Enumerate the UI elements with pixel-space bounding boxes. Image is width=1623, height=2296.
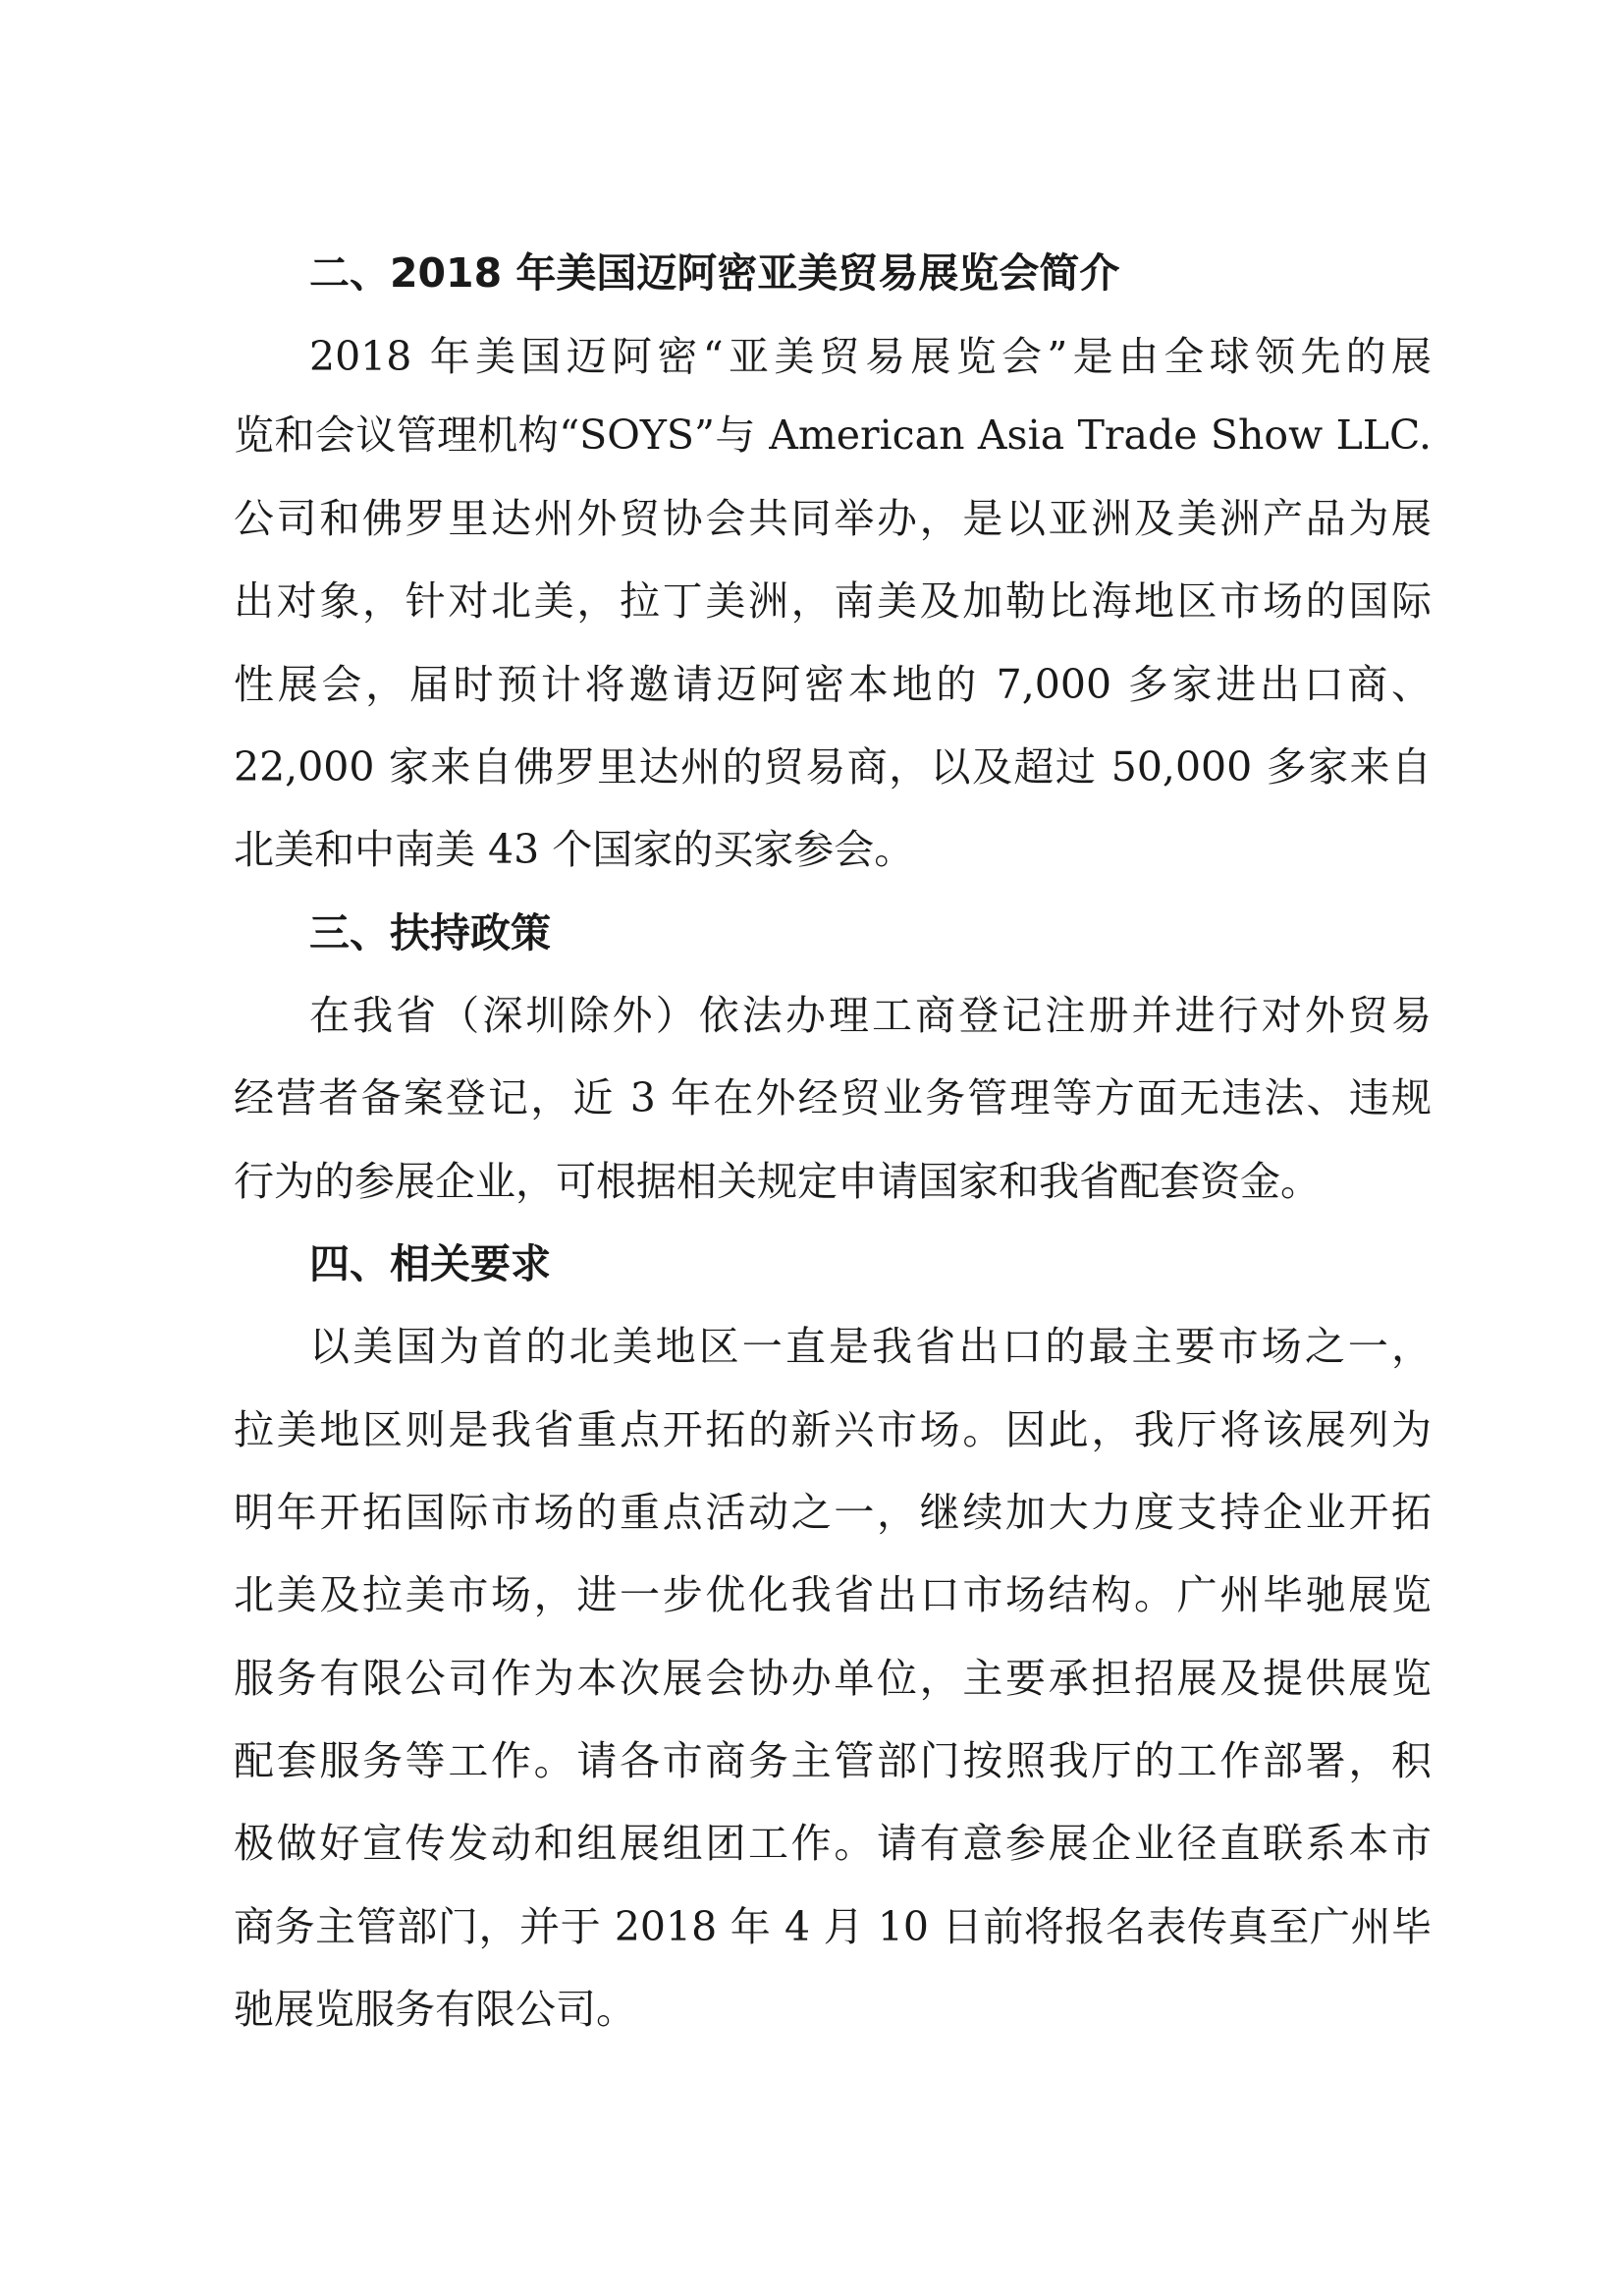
section-4-paragraph-line: 驰展览服务有限公司。 <box>234 1986 636 2033</box>
section-4-paragraph-line: 商务主管部门，并于 2018 年 4 月 10 日前将报名表传真至广州毕 <box>234 1903 1432 1950</box>
section-3-heading: 三、扶持政策 <box>309 909 551 957</box>
section-2-paragraph-line: 览和会议管理机构“SOYS”与 American Asia Trade Show LLC. <box>234 411 1432 459</box>
section-4-paragraph-line: 极做好宣传发动和组展组团工作。请有意参展企业径直联系本市 <box>234 1820 1432 1867</box>
section-2-heading: 二、2018 年美国迈阿密亚美贸易展览会简介 <box>309 249 1120 297</box>
section-2-paragraph-line: 出对象，针对北美，拉丁美洲，南美及加勒比海地区市场的国际 <box>234 577 1432 625</box>
section-4-paragraph-line: 明年开拓国际市场的重点活动之一，继续加大力度支持企业开拓 <box>234 1489 1432 1536</box>
section-2-paragraph-line: 公司和佛罗里达州外贸协会共同举办，是以亚洲及美洲产品为展 <box>234 495 1432 542</box>
section-4-paragraph-line: 以美国为首的北美地区一直是我省出口的最主要市场之一， <box>309 1323 1432 1370</box>
section-3-paragraph-line: 经营者备案登记，近 3 年在外经贸业务管理等方面无违法、违规 <box>234 1074 1432 1121</box>
section-4-paragraph-line: 配套服务等工作。请各市商务主管部门按照我厅的工作部署，积 <box>234 1737 1432 1784</box>
section-2-paragraph-line: 22,000 家来自佛罗里达州的贸易商，以及超过 50,000 多家来自 <box>234 743 1432 791</box>
section-3-paragraph-line: 行为的参展企业，可根据相关规定申请国家和我省配套资金。 <box>234 1158 1321 1205</box>
section-3-paragraph-line: 在我省（深圳除外）依法办理工商登记注册并进行对外贸易 <box>309 992 1432 1039</box>
section-2-paragraph-line: 2018 年美国迈阿密“亚美贸易展览会”是由全球领先的展 <box>309 333 1432 380</box>
section-4-paragraph-line: 北美及拉美市场，进一步优化我省出口市场结构。广州毕驰展览 <box>234 1571 1432 1618</box>
section-2-paragraph-line: 北美和中南美 43 个国家的买家参会。 <box>234 826 915 873</box>
section-4-paragraph-line: 拉美地区则是我省重点开拓的新兴市场。因此，我厅将该展列为 <box>234 1406 1432 1453</box>
section-4-heading: 四、相关要求 <box>309 1240 551 1287</box>
section-4-paragraph-line: 服务有限公司作为本次展会协办单位，主要承担招展及提供展览 <box>234 1655 1432 1702</box>
section-2-paragraph-line: 性展会，届时预计将邀请迈阿密本地的 7,000 多家进出口商、 <box>234 661 1432 708</box>
